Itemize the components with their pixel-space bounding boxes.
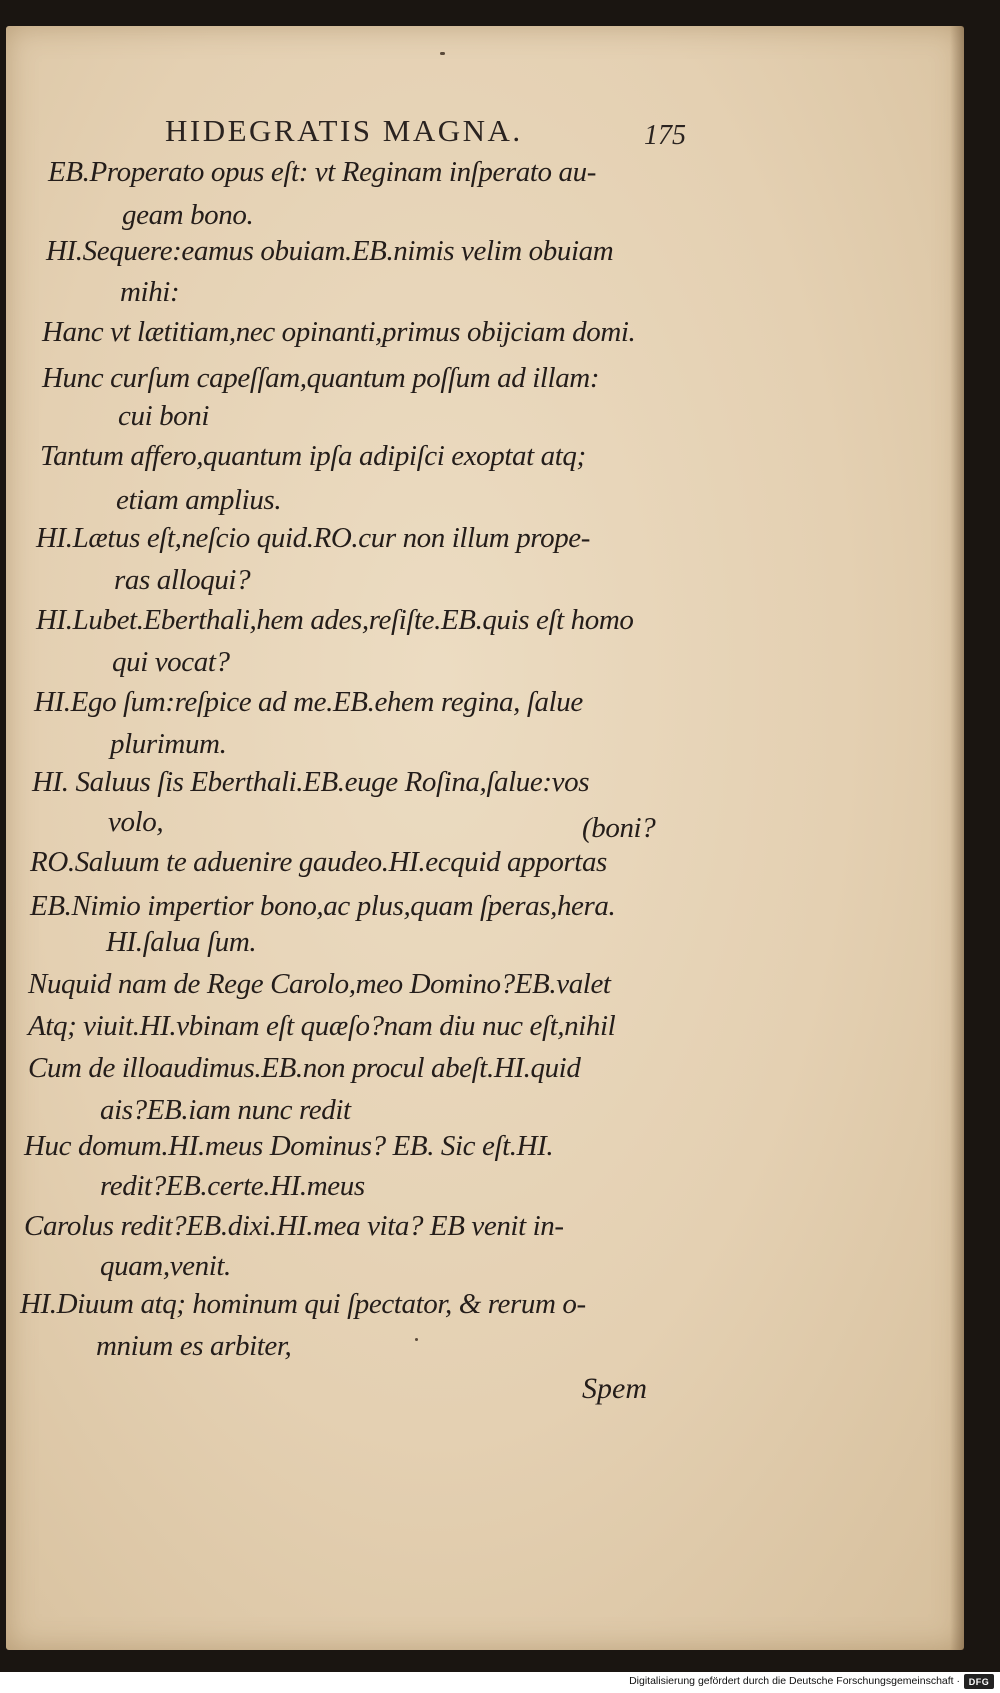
text-line: quam,venit.	[100, 1250, 231, 1282]
text-line: (boni?	[582, 812, 656, 844]
text-line: HI. Saluus ſis Eberthali.EB.euge Roſina,ſalue:vos	[32, 766, 590, 798]
digitization-footer	[0, 1672, 1000, 1693]
text-line: HI.Diuum atq; hominum qui ſpectator, & rerum o-	[20, 1288, 586, 1320]
text-line: HI.ſalua ſum.	[106, 926, 257, 958]
text-line: Hunc curſum capeſſam,quantum poſſum ad illam:	[42, 362, 600, 394]
page-number: 175	[644, 120, 686, 151]
running-head: HIDEGRATIS MAGNA.	[165, 113, 523, 148]
text-line: qui vocat?	[112, 646, 230, 678]
text-line: redit?EB.certe.HI.meus	[100, 1170, 365, 1202]
text-line: volo,	[108, 806, 164, 838]
funding-credit: Digitalisierung gefördert durch die Deutsche Forschungsgemeinschaft ·	[629, 1675, 960, 1687]
text-line: Atq; viuit.HI.vbinam eſt quæſo?nam diu nuc eſt,nihil	[28, 1010, 616, 1042]
text-line: mnium es arbiter,	[96, 1330, 292, 1362]
ink-blemish	[440, 52, 445, 55]
catchword: Spem	[582, 1372, 647, 1405]
ink-blemish	[415, 1338, 418, 1341]
text-line: etiam amplius.	[116, 484, 282, 516]
text-line: ais?EB.iam nunc redit	[100, 1094, 351, 1126]
text-line: EB.Nimio impertior bono,ac plus,quam ſperas,hera.	[30, 890, 616, 922]
text-line: Nuquid nam de Rege Carolo,meo Domino?EB.valet	[28, 968, 611, 1000]
text-line: EB.Properato opus eſt: vt Reginam inſperato au-	[48, 156, 596, 188]
text-line: geam bono.	[122, 199, 254, 231]
text-line: RO.Saluum te aduenire gaudeo.HI.ecquid apportas	[30, 846, 607, 878]
text-line: cui boni	[118, 400, 210, 432]
dfg-logo-icon	[964, 1674, 994, 1689]
text-line: ras alloqui?	[114, 564, 251, 596]
text-line: HI.Lætus eſt,neſcio quid.RO.cur non illum prope-	[36, 522, 591, 554]
text-line: Hanc vt lætitiam,nec opinanti,primus obijciam domi.	[42, 316, 636, 348]
text-line: Tantum affero,quantum ipſa adipiſci exoptat atq;	[40, 440, 586, 472]
dfg-logo-text: DFG	[968, 1676, 990, 1687]
text-line: plurimum.	[110, 728, 227, 760]
text-line: HI.Sequere:eamus obuiam.EB.nimis velim obuiam	[46, 235, 614, 267]
text-line: mihi:	[120, 276, 180, 308]
text-line: Cum de illoaudimus.EB.non procul abeſt.HI.quid	[28, 1052, 581, 1084]
text-line: Huc domum.HI.meus Dominus? EB. Sic eſt.HI.	[24, 1130, 554, 1162]
text-line: HI.Ego ſum:reſpice ad me.EB.ehem regina, ſalue	[34, 686, 583, 718]
text-line: Carolus redit?EB.dixi.HI.mea vita? EB venit in-	[24, 1210, 564, 1242]
text-line: HI.Lubet.Eberthali,hem ades,reſiſte.EB.quis eſt homo	[36, 604, 634, 636]
